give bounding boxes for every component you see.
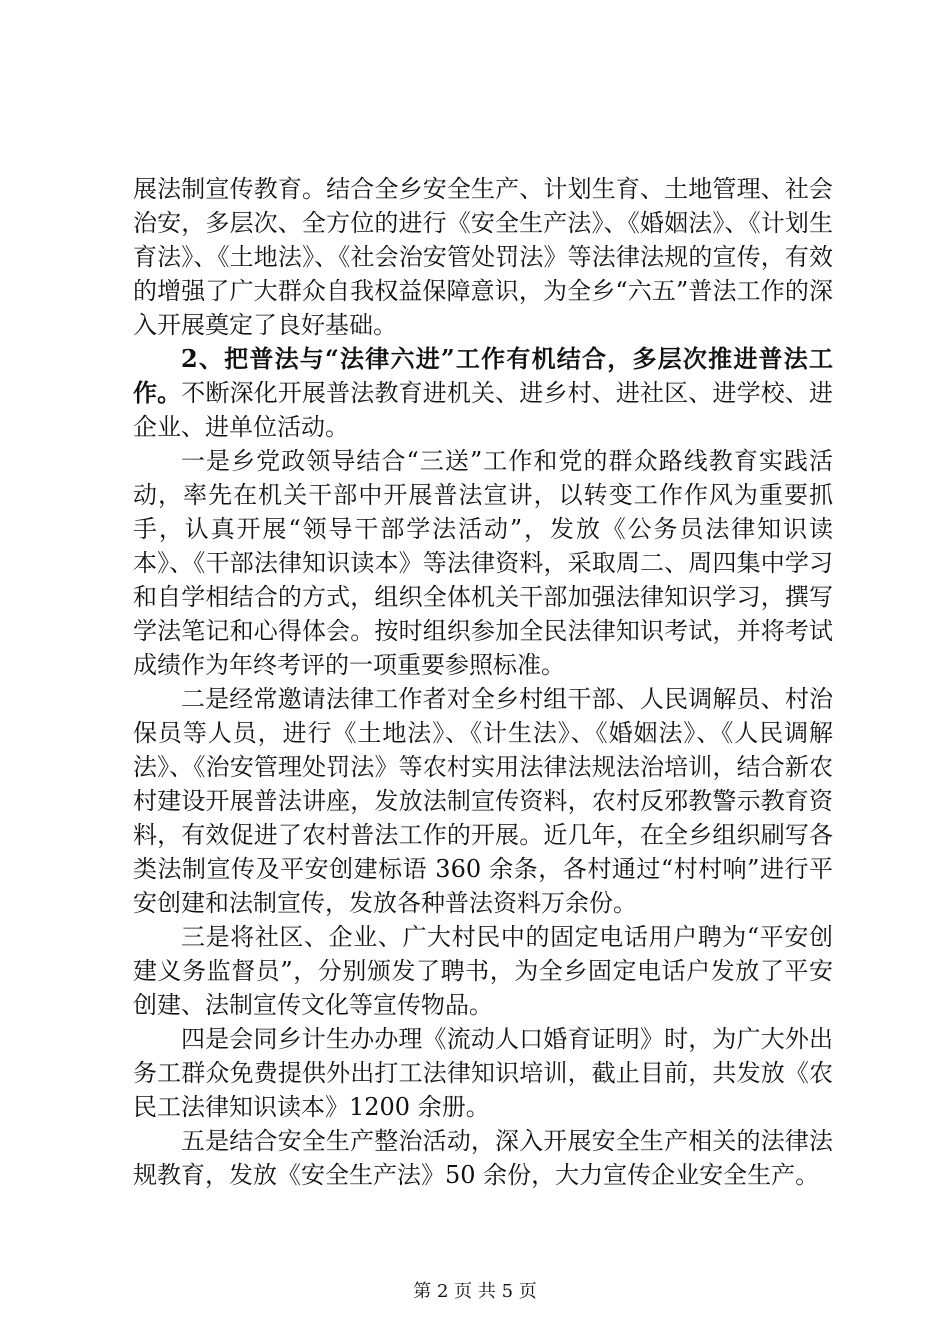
- paragraph-item-1: 一是乡党政领导结合“三送”工作和党的群众路线教育实践活动，率先在机关干部中开展普法宣讲，以转变工作作风为重要抓手，认真开展“领导干部学法活动”，发放《公务员法律知识读本》、《干部法律知识读本》等法律资料，采取周二、周四集中学习和自学相结合的方式，组织全体机关干部加强法律知识学习，撰写学法笔记和心得体会。按时组织参加全民法律知识考试，并将考试成绩作为年终考评的一项重要参照标准。: [133, 447, 833, 679]
- paragraph-item-4: 四是会同乡计生办办理《流动人口婚育证明》时，为广大外出务工群众免费提供外出打工法律知识培训，截止目前，共发放《农民工法律知识读本》1200 余册。: [133, 1025, 833, 1121]
- paragraph-item-5: 五是结合安全生产整治活动，深入开展安全生产相关的法律法规教育，发放《安全生产法》50 余份，大力宣传企业安全生产。: [133, 1127, 833, 1189]
- paragraph-continuation: 展法制宣传教育。结合全乡安全生产、计划生育、土地管理、社会治安，多层次、全方位的进行《安全生产法》、《婚姻法》、《计划生育法》、《土地法》、《社会治安管处罚法》等法律法规的宣传，有效的增强了广大群众自我权益保障意识，为全乡“六五”普法工作的深入开展奠定了良好基础。: [133, 175, 833, 339]
- section-heading: 2、把普法与“法律六进”工作有机结合，多层次推进普法工作。: [133, 344, 833, 407]
- document-body: [133, 172, 833, 1192]
- paragraph-item-2: 二是经常邀请法律工作者对全乡村组干部、人民调解员、村治保员等人员，进行《土地法》、《计生法》、《婚姻法》、《人民调解法》、《治安管理处罚法》等农村实用法律法规法治培训，结合新农村建设开展普法讲座，发放法制宣传资料，农村反邪教警示教育资料，有效促进了农村普法工作的开展。近几年，在全乡组织刷写各类法制宣传及平安创建标语 360 余条，各村通过“村村响”进行平安创建和法制宣传，发放各种普法资料万余份。: [133, 685, 833, 917]
- paragraph-section-2: [133, 342, 833, 444]
- paragraph-item-3: 三是将社区、企业、广大村民中的固定电话用户聘为“平安创建义务监督员”，分别颁发了聘书，为全乡固定电话户发放了平安创建、法制宣传文化等宣传物品。: [133, 923, 833, 1019]
- section-intro: 不断深化开展普法教育进机关、进乡村、进社区、进学校、进企业、进单位活动。: [133, 379, 834, 441]
- page-number-footer: 第 2 页 共 5 页: [413, 1281, 537, 1302]
